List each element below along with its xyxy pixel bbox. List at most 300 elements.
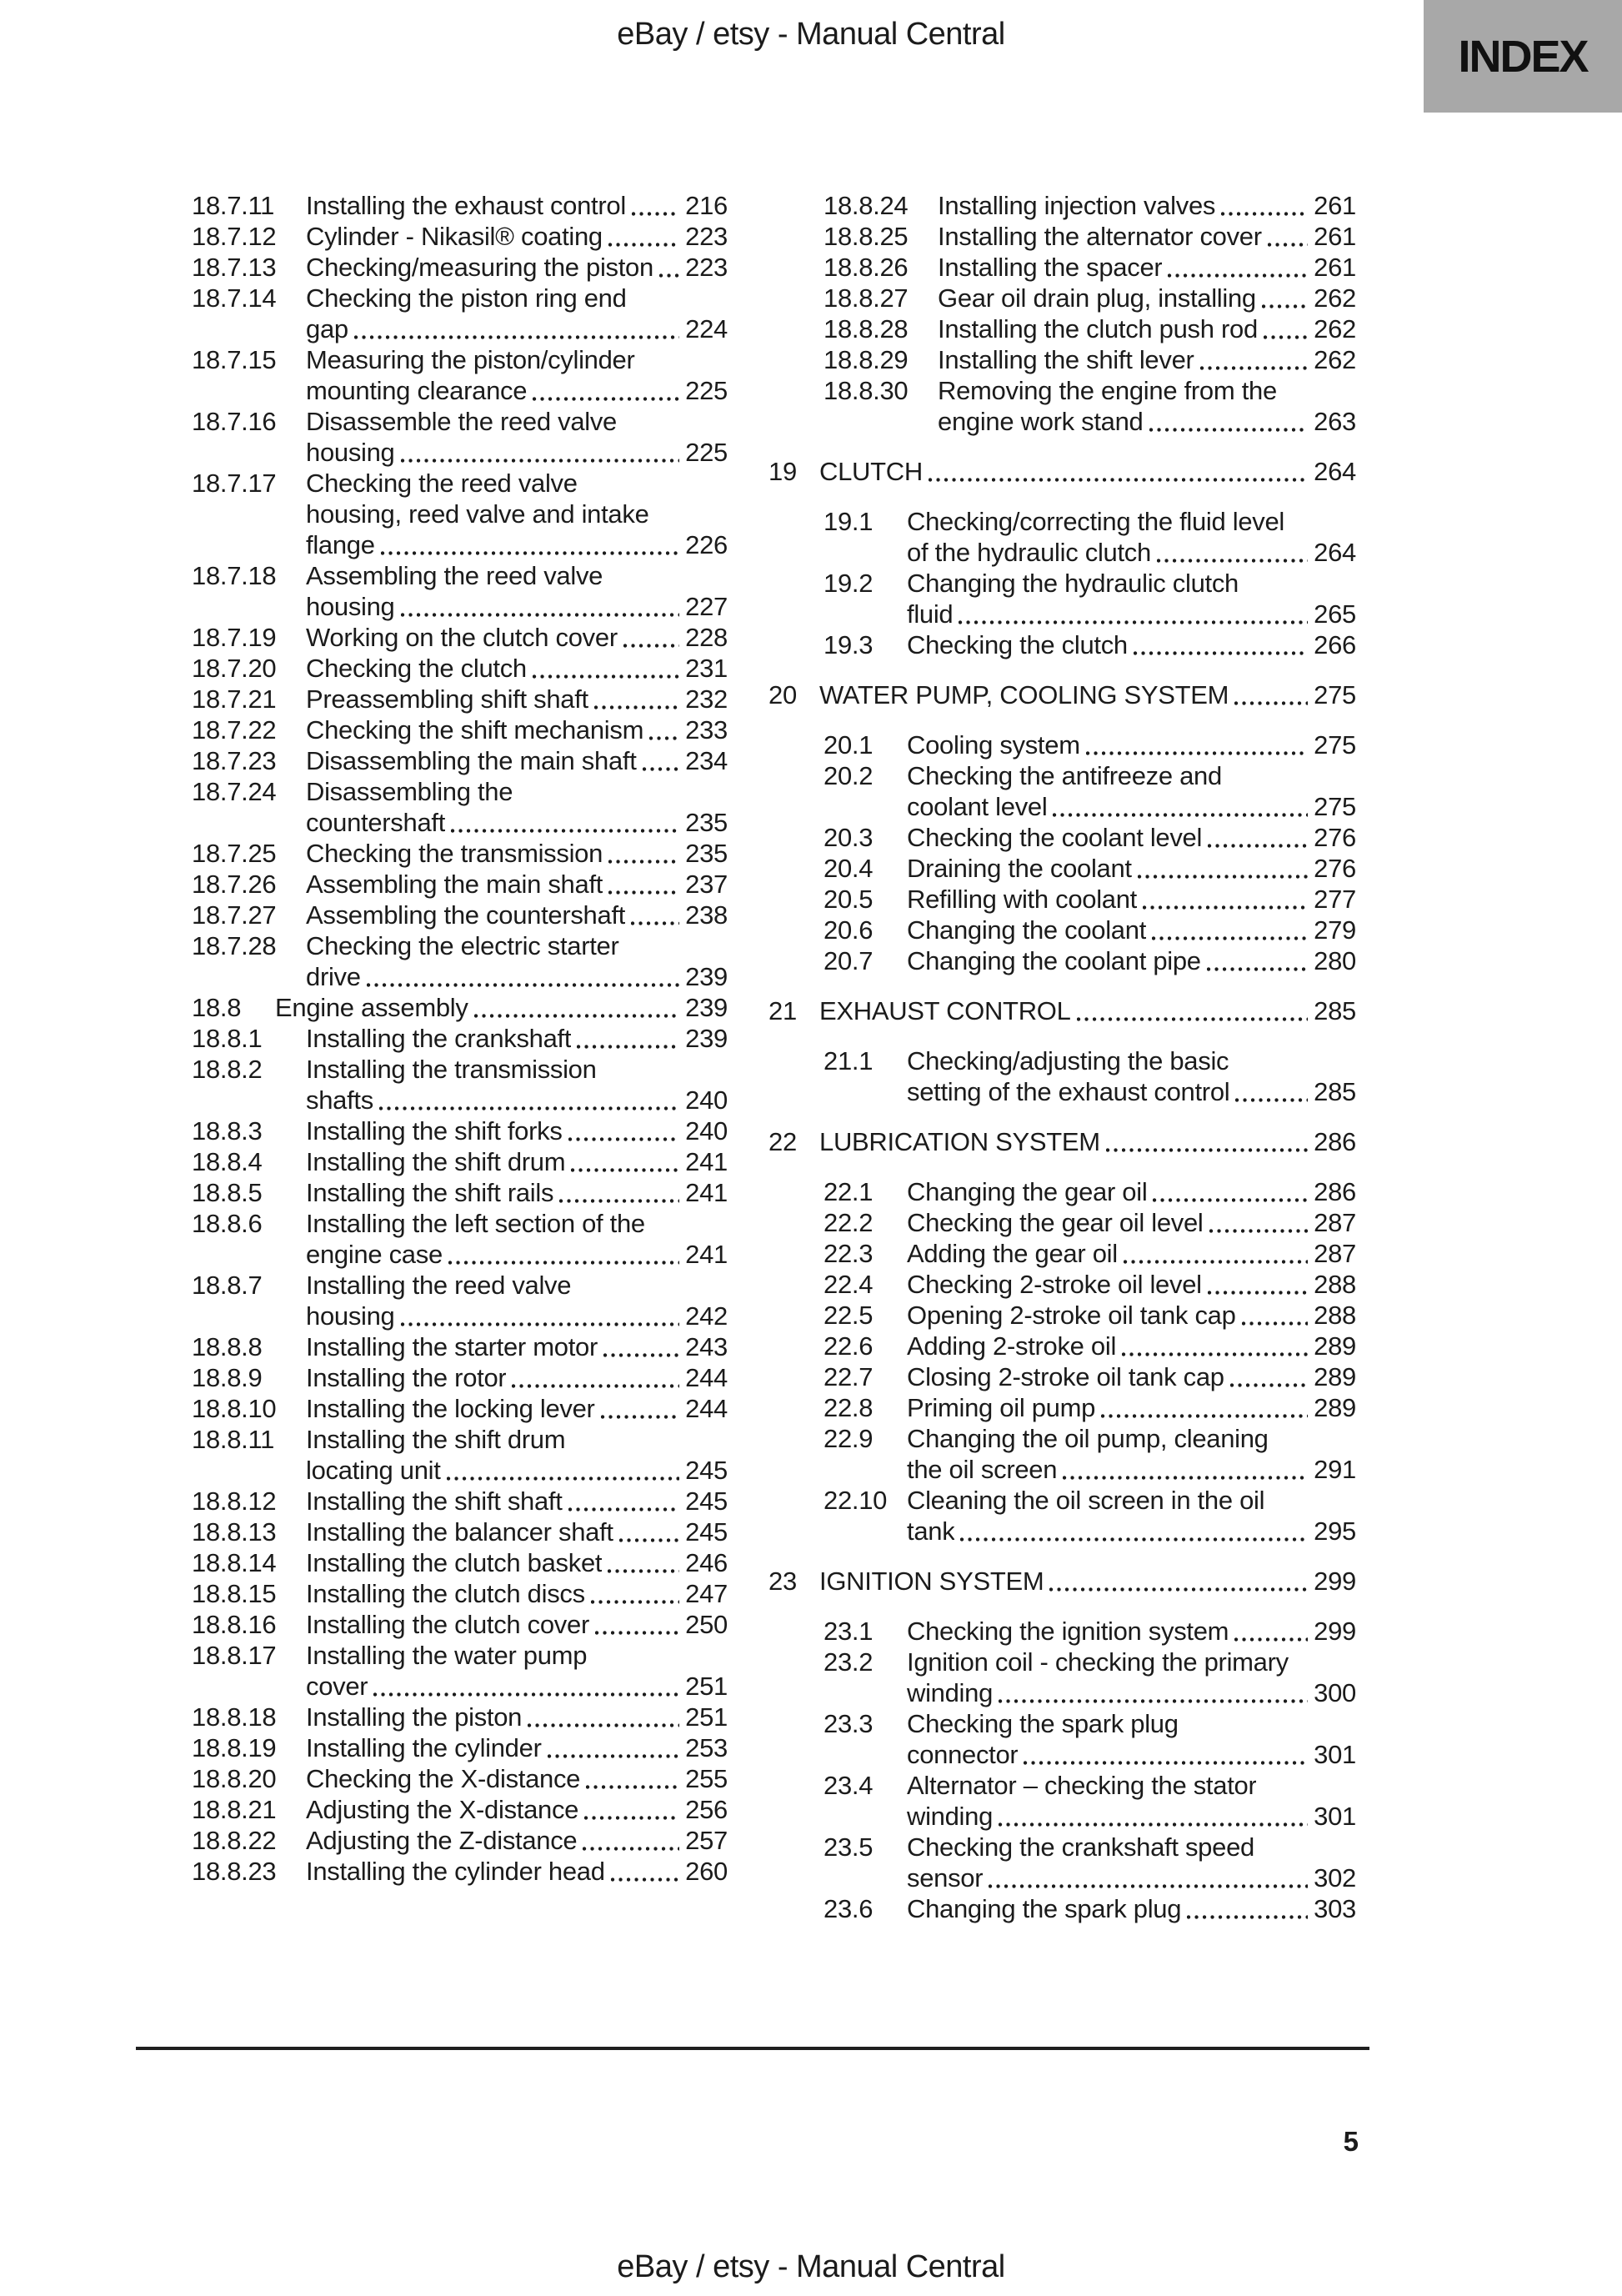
entry-title-line <box>306 1763 728 1794</box>
toc-entry[interactable] <box>768 1832 1356 1893</box>
entry-title-line <box>907 1238 1356 1269</box>
entry-body <box>907 1207 1356 1238</box>
toc-entry[interactable] <box>768 456 1356 487</box>
toc-entry[interactable] <box>137 190 728 221</box>
toc-entry[interactable] <box>768 1566 1356 1597</box>
leader-dots <box>1208 1291 1308 1295</box>
toc-entry[interactable] <box>768 915 1356 945</box>
entry-page-number: 244 <box>685 1363 728 1392</box>
entry-number: 18.8.1 <box>192 1024 263 1053</box>
entry-number: 23.2 <box>824 1647 874 1677</box>
entry-page-number: 264 <box>1314 538 1356 567</box>
entry-title-line <box>306 1671 728 1702</box>
entry-title-text: Checking the shift mechanism <box>306 715 644 744</box>
leader-dots <box>1221 212 1308 216</box>
entry-title-line <box>306 622 728 653</box>
entry-page-number: 262 <box>1314 314 1356 343</box>
entry-page-number: 276 <box>1314 854 1356 883</box>
leader-dots <box>1157 559 1308 563</box>
toc-entry[interactable] <box>137 1732 728 1763</box>
toc-entry[interactable] <box>137 406 728 468</box>
entry-page-number: 225 <box>685 376 728 405</box>
entry-title-line <box>907 1423 1356 1454</box>
toc-entry[interactable] <box>768 375 1356 437</box>
entry-title-line <box>306 252 728 283</box>
toc-entry[interactable] <box>768 190 1356 221</box>
entry-body <box>306 684 728 714</box>
entry-title-line <box>306 745 728 776</box>
entry-title-line <box>907 1076 1356 1107</box>
entry-title-text: Checking the spark plug <box>907 1709 1179 1738</box>
leader-dots <box>999 1822 1308 1827</box>
entry-title-line <box>907 1045 1356 1076</box>
entry-body <box>938 344 1356 375</box>
entry-page-number: 264 <box>1314 457 1356 486</box>
entry-title-line <box>306 1578 728 1609</box>
entry-body <box>907 1647 1356 1708</box>
index-tab <box>1424 0 1622 113</box>
entry-title-text: CLUTCH <box>819 457 923 486</box>
toc-entry[interactable] <box>137 930 728 992</box>
toc-entry[interactable] <box>137 221 728 252</box>
entry-number: 18.8.22 <box>192 1826 277 1855</box>
leader-dots <box>1134 651 1308 655</box>
entry-body <box>306 560 728 622</box>
leader-dots <box>1234 701 1308 705</box>
entry-number: 18.8.25 <box>824 222 909 251</box>
entry-page-number: 232 <box>685 684 728 714</box>
toc-entry[interactable] <box>768 1485 1356 1547</box>
toc-entry[interactable] <box>137 714 728 745</box>
entry-title-line <box>907 1331 1356 1361</box>
toc-entry[interactable] <box>768 1045 1356 1107</box>
leader-dots <box>1187 1915 1308 1919</box>
entry-title-line <box>306 714 728 745</box>
toc-entry[interactable] <box>768 313 1356 344</box>
entry-title-text: Installing the shift rails <box>306 1178 554 1207</box>
leader-dots <box>1143 905 1308 910</box>
entry-title-text: Alternator – checking the stator <box>907 1771 1257 1800</box>
entry-number: 18.7.21 <box>192 684 277 714</box>
entry-number: 18.7.16 <box>192 407 277 436</box>
toc-entry[interactable] <box>768 729 1356 760</box>
entry-title-line <box>907 506 1356 537</box>
entry-title-text: engine case <box>306 1240 443 1269</box>
leader-dots <box>381 551 679 555</box>
leader-dots <box>601 1415 679 1419</box>
toc-entry[interactable] <box>137 1270 728 1331</box>
entry-number: 20.2 <box>824 761 874 790</box>
toc-entry[interactable] <box>768 1238 1356 1269</box>
entry-body <box>275 992 728 1023</box>
entry-body <box>907 568 1356 629</box>
entry-title-line <box>938 283 1356 313</box>
entry-number: 22.1 <box>824 1177 874 1206</box>
toc-entry[interactable] <box>768 1300 1356 1331</box>
toc-entry[interactable] <box>768 1361 1356 1392</box>
entry-title-line <box>306 1362 728 1393</box>
toc-entry[interactable] <box>137 1825 728 1856</box>
toc-entry[interactable] <box>137 283 728 344</box>
leader-dots <box>1122 1352 1308 1356</box>
entry-title-text: EXHAUST CONTROL <box>819 996 1071 1025</box>
entry-title-line <box>907 1739 1356 1770</box>
toc-entry[interactable] <box>137 1578 728 1609</box>
entry-number: 22 <box>768 1127 797 1156</box>
entry-title-text: Working on the clutch cover <box>306 623 618 652</box>
entry-page-number: 250 <box>685 1610 728 1639</box>
entry-title-text: Checking the antifreeze and <box>907 761 1222 790</box>
entry-title-text: Installing the clutch discs <box>306 1579 585 1608</box>
entry-body <box>306 283 728 344</box>
entry-title-line <box>819 456 1356 487</box>
entry-page-number: 295 <box>1314 1516 1356 1546</box>
entry-body <box>306 1023 728 1054</box>
entry-title-line <box>907 945 1356 976</box>
entry-number: 20 <box>768 680 797 709</box>
toc-entry[interactable] <box>768 853 1356 884</box>
toc-entry[interactable] <box>137 1516 728 1547</box>
entry-body <box>907 1708 1356 1770</box>
toc-entry[interactable] <box>137 1794 728 1825</box>
entry-title-text: LUBRICATION SYSTEM <box>819 1127 1100 1156</box>
toc-entry[interactable] <box>768 1423 1356 1485</box>
entry-body <box>306 190 728 221</box>
toc-entry[interactable] <box>768 1647 1356 1708</box>
entry-title-line <box>938 190 1356 221</box>
entry-number: 18.8.19 <box>192 1733 277 1762</box>
entry-body <box>907 945 1356 976</box>
entry-number: 18.8.4 <box>192 1147 263 1176</box>
toc-entry[interactable] <box>137 1856 728 1887</box>
toc-entry[interactable] <box>137 1331 728 1362</box>
toc-entry[interactable] <box>768 884 1356 915</box>
leader-dots <box>608 860 679 864</box>
entry-title-text: setting of the exhaust control <box>907 1077 1230 1106</box>
entry-title-line <box>907 568 1356 599</box>
entry-title-line <box>306 869 728 900</box>
leader-dots <box>1207 967 1308 971</box>
entry-title-line <box>907 1801 1356 1832</box>
entry-title-line <box>306 1516 728 1547</box>
leader-dots <box>608 243 679 247</box>
leader-dots <box>512 1384 679 1388</box>
entry-body <box>306 1486 728 1516</box>
toc-entry[interactable] <box>137 560 728 622</box>
entry-title-text: Changing the gear oil <box>907 1177 1148 1206</box>
toc-entry[interactable] <box>137 1486 728 1516</box>
leader-dots <box>367 983 679 987</box>
toc-entry[interactable] <box>768 1331 1356 1361</box>
entry-page-number: 285 <box>1314 1077 1356 1106</box>
entry-number: 18.8.20 <box>192 1764 277 1793</box>
entry-title-line <box>907 853 1356 884</box>
leader-dots <box>571 1168 679 1172</box>
toc-entry[interactable] <box>137 1609 728 1640</box>
entry-title-text: Installing the shift lever <box>938 345 1194 374</box>
toc-entry[interactable] <box>137 684 728 714</box>
entry-page-number: 301 <box>1314 1802 1356 1831</box>
entry-number: 18.8.3 <box>192 1116 263 1145</box>
entry-number: 18.7.11 <box>192 191 275 220</box>
entry-number: 18.8.11 <box>192 1425 275 1454</box>
toc-entry[interactable] <box>768 1392 1356 1423</box>
entry-body <box>907 822 1356 853</box>
entry-title-text: tank <box>907 1516 955 1546</box>
entry-title-line <box>306 1146 728 1177</box>
toc-entry[interactable] <box>768 344 1356 375</box>
entry-title-text: Checking the ignition system <box>907 1617 1229 1646</box>
leader-dots <box>1149 428 1308 432</box>
entry-page-number: 239 <box>685 993 728 1022</box>
toc-entry[interactable] <box>768 760 1356 822</box>
leader-dots <box>1077 1017 1308 1021</box>
leader-dots <box>643 767 679 771</box>
toc-entry[interactable] <box>768 1269 1356 1300</box>
leader-dots <box>1101 1414 1308 1418</box>
entry-title-line <box>819 1126 1356 1157</box>
leader-dots <box>447 1476 679 1481</box>
entry-title-text: Engine assembly <box>275 993 468 1022</box>
entry-page-number: 299 <box>1314 1567 1356 1596</box>
entry-page-number: 216 <box>685 191 728 220</box>
entry-number: 18.8.7 <box>192 1271 263 1300</box>
entry-title-line <box>907 791 1356 822</box>
entry-number: 18.7.14 <box>192 283 277 313</box>
toc-entry[interactable] <box>137 1146 728 1177</box>
entry-page-number: 239 <box>685 1024 728 1053</box>
entry-number: 20.6 <box>824 915 874 945</box>
toc-entry[interactable] <box>137 1640 728 1702</box>
toc-entry[interactable] <box>137 1702 728 1732</box>
entry-number: 18.8.10 <box>192 1394 277 1423</box>
toc-entry[interactable] <box>137 1547 728 1578</box>
entry-page-number: 299 <box>1314 1617 1356 1646</box>
toc-entry[interactable] <box>768 679 1356 710</box>
entry-number: 18.8.26 <box>824 253 909 282</box>
entry-page-number: 285 <box>1314 996 1356 1025</box>
toc-entry[interactable] <box>768 1770 1356 1832</box>
toc-entry[interactable] <box>137 252 728 283</box>
entry-title-text: Opening 2-stroke oil tank cap <box>907 1301 1236 1330</box>
toc-entry[interactable] <box>768 252 1356 283</box>
entry-title-line <box>907 629 1356 660</box>
entry-number: 18.7.20 <box>192 654 277 683</box>
entry-page-number: 251 <box>685 1672 728 1701</box>
toc-entry[interactable] <box>137 1362 728 1393</box>
leader-dots <box>611 1877 679 1882</box>
entry-title-text: Installing the cylinder <box>306 1733 542 1762</box>
entry-number: 18.7.26 <box>192 870 277 899</box>
leader-dots <box>451 829 679 833</box>
entry-title-line <box>819 995 1356 1026</box>
entry-page-number: 261 <box>1314 222 1356 251</box>
toc-entry[interactable] <box>137 344 728 406</box>
entry-title-line <box>819 679 1356 710</box>
entry-number: 23.4 <box>824 1771 874 1800</box>
toc-entry[interactable] <box>137 900 728 930</box>
entry-body <box>306 869 728 900</box>
leader-dots <box>619 1538 679 1542</box>
toc-entry[interactable] <box>768 995 1356 1026</box>
leader-dots <box>1106 1148 1308 1152</box>
entry-title-text: housing <box>306 1301 395 1331</box>
entry-body <box>907 1392 1356 1423</box>
entry-title-text: fluid <box>907 599 954 629</box>
entry-number: 18.8.6 <box>192 1209 263 1238</box>
entry-page-number: 241 <box>685 1240 728 1269</box>
entry-body <box>306 838 728 869</box>
entry-title-text: Disassemble the reed valve <box>306 407 617 436</box>
entry-title-text: the oil screen <box>907 1455 1058 1484</box>
entry-number: 19.1 <box>824 507 874 536</box>
entry-body <box>306 1115 728 1146</box>
entry-page-number: 287 <box>1314 1208 1356 1237</box>
entry-title-line <box>938 344 1356 375</box>
entry-number: 21 <box>768 996 797 1025</box>
leader-dots <box>960 1537 1308 1542</box>
entry-title-text: Installing the shift forks <box>306 1116 563 1145</box>
toc-entry[interactable] <box>137 776 728 838</box>
entry-number: 18.8.18 <box>192 1702 277 1732</box>
entry-body <box>907 1300 1356 1331</box>
entry-title-text: Installing the shift shaft <box>306 1486 563 1516</box>
leader-dots <box>548 1754 679 1758</box>
entry-body <box>938 313 1356 344</box>
entry-title-text: Adjusting the X-distance <box>306 1795 579 1824</box>
entry-page-number: 303 <box>1314 1894 1356 1923</box>
entry-body <box>306 714 728 745</box>
entry-title-text: of the hydraulic clutch <box>907 538 1151 567</box>
entry-number: 18.7.28 <box>192 931 277 960</box>
toc-entry[interactable] <box>137 1393 728 1424</box>
entry-page-number: 242 <box>685 1301 728 1331</box>
entry-body <box>907 1770 1356 1832</box>
entry-page-number: 275 <box>1314 792 1356 821</box>
entry-title-text: Measuring the piston/cylinder <box>306 345 635 374</box>
toc-entry[interactable] <box>768 629 1356 660</box>
toc-entry[interactable] <box>137 653 728 684</box>
entry-body <box>306 900 728 930</box>
toc-entry[interactable] <box>768 1708 1356 1770</box>
entry-body <box>306 1270 728 1331</box>
entry-number: 22.6 <box>824 1331 874 1361</box>
toc-entry[interactable] <box>768 945 1356 976</box>
toc-entry[interactable] <box>768 1176 1356 1207</box>
toc-entry[interactable] <box>137 1115 728 1146</box>
entry-body <box>907 853 1356 884</box>
entry-title-line <box>907 1176 1356 1207</box>
toc-entry[interactable] <box>137 869 728 900</box>
toc-entry[interactable] <box>137 1177 728 1208</box>
entry-page-number: 301 <box>1314 1740 1356 1769</box>
entry-title-text: Removing the engine from the <box>938 376 1277 405</box>
toc-entry[interactable] <box>137 622 728 653</box>
toc-entry[interactable] <box>137 1023 728 1054</box>
entry-page-number: 280 <box>1314 946 1356 975</box>
toc-entry[interactable] <box>137 1424 728 1486</box>
entry-number: 20.3 <box>824 823 874 852</box>
toc-entry[interactable] <box>768 568 1356 629</box>
entry-body <box>938 283 1356 313</box>
entry-page-number: 255 <box>685 1764 728 1793</box>
entry-body <box>306 1825 728 1856</box>
entry-number: 18.7.24 <box>192 777 277 806</box>
entry-body <box>907 1331 1356 1361</box>
entry-title-text: connector <box>907 1740 1019 1769</box>
entry-page-number: 235 <box>685 808 728 837</box>
entry-body <box>306 1054 728 1115</box>
entry-title-line <box>907 1300 1356 1331</box>
toc-entry[interactable] <box>137 1763 728 1794</box>
toc-entry[interactable] <box>137 1054 728 1115</box>
entry-page-number: 253 <box>685 1733 728 1762</box>
entry-title-line <box>306 653 728 684</box>
entry-title-line <box>907 822 1356 853</box>
entry-body <box>306 1794 728 1825</box>
entry-title-text: Installing the crankshaft <box>306 1024 572 1053</box>
entry-number: 18.7.12 <box>192 222 277 251</box>
entry-number: 18.8.17 <box>192 1641 277 1670</box>
entry-title-line <box>907 1647 1356 1677</box>
entry-title-text: Refilling with coolant <box>907 885 1137 914</box>
toc-entry[interactable] <box>137 992 728 1023</box>
entry-title-line <box>306 1424 728 1455</box>
entry-title-line <box>306 283 728 313</box>
toc-entry[interactable] <box>768 283 1356 313</box>
entry-title-line <box>907 1269 1356 1300</box>
leader-dots <box>559 1199 679 1203</box>
entry-title-line <box>306 190 728 221</box>
index-tab-label: INDEX <box>1458 31 1588 82</box>
leader-dots <box>1200 366 1308 370</box>
leader-dots <box>1053 813 1308 817</box>
toc-entry[interactable] <box>768 1126 1356 1157</box>
entry-title-line <box>306 1270 728 1301</box>
entry-title-line <box>306 313 728 344</box>
entry-body <box>306 468 728 560</box>
entry-title-text: Checking 2-stroke oil level <box>907 1270 1202 1299</box>
entry-body <box>907 1893 1356 1924</box>
toc-entry[interactable] <box>768 221 1356 252</box>
leader-dots <box>1242 1321 1308 1326</box>
entry-body <box>907 1269 1356 1300</box>
entry-number: 23.5 <box>824 1832 874 1862</box>
entry-page-number: 286 <box>1314 1177 1356 1206</box>
toc-entry[interactable] <box>768 1893 1356 1924</box>
entry-number: 19 <box>768 457 797 486</box>
toc-entry[interactable] <box>768 506 1356 568</box>
entry-title-text: Installing the reed valve <box>306 1271 572 1300</box>
entry-title-line <box>306 684 728 714</box>
entry-title-text: Installing the shift drum <box>306 1425 566 1454</box>
toc-entry[interactable] <box>768 1616 1356 1647</box>
toc-entry[interactable] <box>137 745 728 776</box>
toc-entry[interactable] <box>137 1208 728 1270</box>
entry-page-number: 231 <box>685 654 728 683</box>
toc-entry[interactable] <box>137 468 728 560</box>
entry-page-number: 224 <box>685 314 728 343</box>
entry-title-text: Installing the alternator cover <box>938 222 1262 251</box>
leader-dots <box>632 212 679 216</box>
entry-title-text: cover <box>306 1672 368 1701</box>
entry-title-line <box>907 537 1356 568</box>
toc-entry[interactable] <box>768 1207 1356 1238</box>
entry-number: 18.8.21 <box>192 1795 277 1824</box>
toc-entry[interactable] <box>768 822 1356 853</box>
entry-body <box>907 1361 1356 1392</box>
toc-entry[interactable] <box>137 838 728 869</box>
